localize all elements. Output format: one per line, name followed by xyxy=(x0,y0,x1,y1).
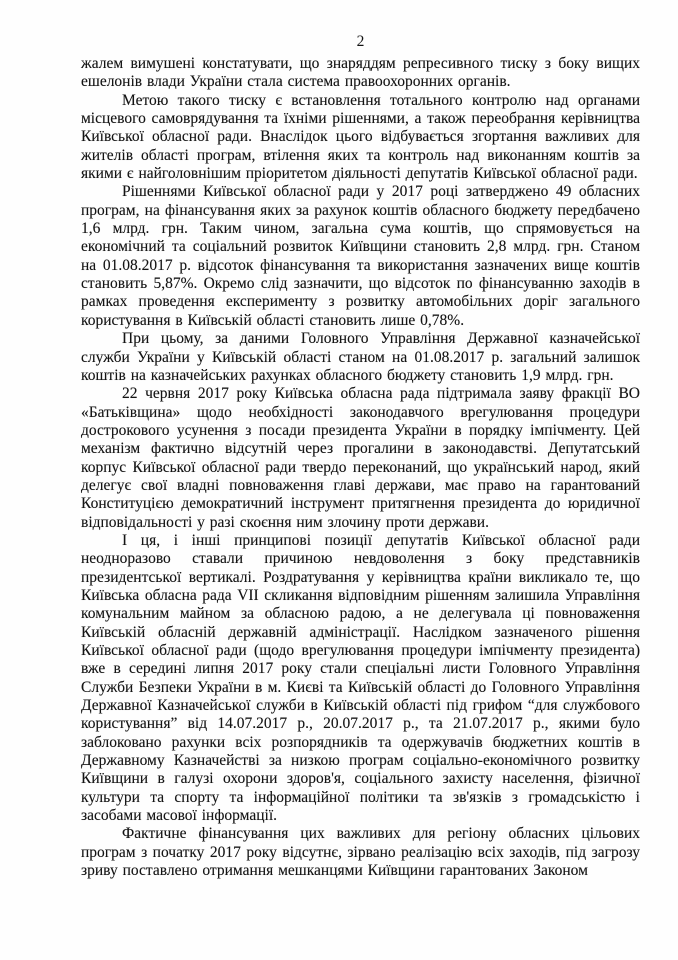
document-body xyxy=(81,55,640,880)
paragraph-impeachment-statement: 22 червня 2017 року Київська обласна рада підтримала заяву фракції ВО «Батьківщина» щодо необхідності законодавчого врегулювання процедури дострокового усунення з посади президента України в порядку імпічменту. Цей механізм фактично відсутній через прогалини в законодавстві. Депутатський корпус Київської обласної ради твердо переконаний, що український народ, який делегує свої владні повноваження главі держави, має право на гарантований Конституцією демократичний інструмент притягнення президента до юридичної відповідальності у разі скоєння ним злочину проти держави. xyxy=(81,385,640,531)
paragraph-budget-programs: Рішеннями Київської обласної ради у 2017 році затверджено 49 обласних програм, на фінансування яких за рахунок коштів обласного бюджету передбачено 1,6 млрд. грн. Таким чином, загальна сума коштів, що спрямовується на економічний та соціальний розвиток Київщини становить 2,8 млрд. грн. Станом на 01.08.2017 р. відсоток фінансування та використання зазначених вище коштів становить 5,87%. Окремо слід зазначити, що відсоток по фінансуванню заходів в рамках проведення експерименту з розвитку автомобільних доріг загального користування в Київській області становить лише 0,78%. xyxy=(81,183,640,329)
paragraph-continuation: жалем вимушені констатувати, що знаряддям репресивного тиску з боку вищих ешелонів влади України стала система правоохоронних органів. xyxy=(81,55,640,91)
paragraph-treasury-balance: При цьому, за даними Головного Управління Державної казначейської служби України у Київській області станом на 01.08.2017 р. загальний залишок коштів на казначейських рахунках обласного бюджету становить 1,9 млрд. грн. xyxy=(81,330,640,384)
paragraph-funding-absent: Фактичне фінансування цих важливих для регіону обласних цільових програм з початку 2017 року відсутнє, зірвано реалізацію всіх заходів, під загрозу зриву поставлено отримання мешканцями Київщини гарантованих Законом xyxy=(81,825,640,880)
page-number: 2 xyxy=(356,33,365,50)
paragraph-goal-of-pressure: Метою такого тиску є встановлення тотального контролю над органами місцевого самоврядування та їхніми рішеннями, а також переобрання керівництва Київської обласної ради. Внаслідок цього відбувається згортання важливих для жителів області програм, втілення яких та контроль над виконанням коштів за якими є найголовнішим пріоритетом діяльності депутатів Київської обласної ради. xyxy=(81,91,640,183)
paragraph-blocked-accounts: І ця, і інші принципові позиції депутатів Київської обласної ради неодноразово ставали причиною невдоволення з боку представників президентської вертикалі. Роздратування у керівництва країни викликало те, що Київська обласна рада VII скликання відповідним рішенням залишила Управління комунальним майном за обласною радою, а не делегувала ці повноваження Київській обласній державній адміністрації. Наслідком зазначеного рішення Київської обласної ради (щодо врегулювання процедури імпічменту президента) вже в середині липня 2017 року стали спеціальні листи Головного Управління Служби Безпеки України в м. Києві та Київській області до Головного Управління Державної Казначейської служби в Київській області під грифом “для службового користування” від 14.07.2017 р., 20.07.2017 р., та 21.07.2017 р., якими було заблоковано рахунки всіх розпорядників та одержувачів бюджетних коштів в Державному Казначействі за низкою програм соціально-економічного розвитку Київщини в галузі охорони здоров'я, соціального захисту населення, фізичної культури та спорту та інформаційної політики та зв'язків з громадськістю і засобами масової інформації. xyxy=(81,531,640,825)
